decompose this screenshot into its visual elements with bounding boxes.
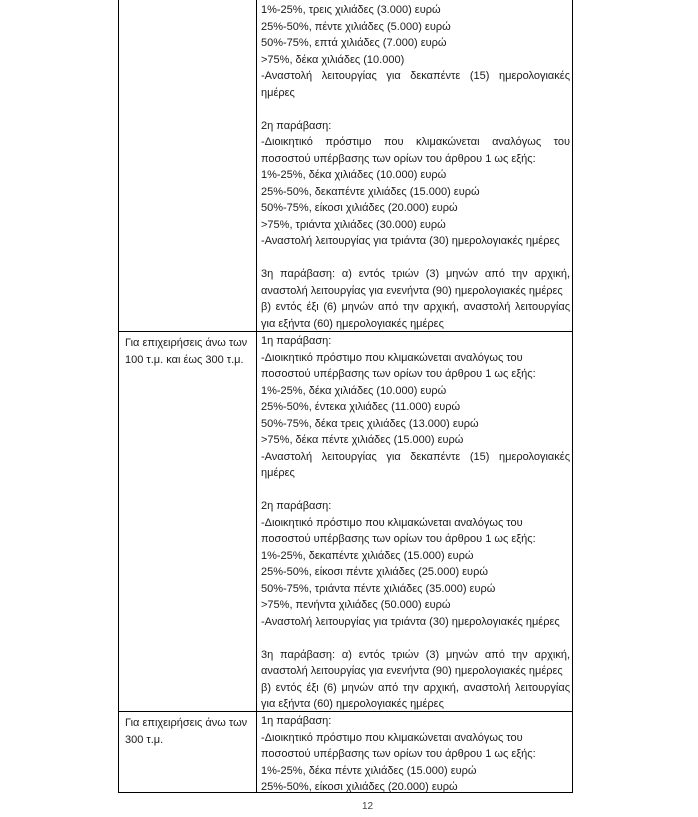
- penalty-text-line: 25%-50%, είκοσι χιλιάδες (20.000) ευρώ: [261, 781, 458, 793]
- penalty-text-line: για εξήντα (60) ημερολογιακές ημέρες: [261, 317, 444, 330]
- penalty-text-line: β) εντός έξι (6) μηνών από την αρχική, αναστολή λειτουργίας: [261, 681, 570, 694]
- penalty-text-line: ποσοστού υπέρβασης των ορίων του άρθρου 1 ως εξής:: [261, 748, 536, 760]
- penalty-cell: [261, 2, 570, 332]
- penalty-text-line: >75%, τριάντα χιλιάδες (30.000) ευρώ: [261, 218, 446, 231]
- penalty-text-line: 2η παράβαση:: [261, 500, 332, 512]
- penalty-text-line: 1%-25%, δέκα χιλιάδες (10.000) ευρώ: [261, 384, 447, 397]
- penalty-text-line: β) εντός έξι (6) μηνών από την αρχική, αναστολή λειτουργίας: [261, 301, 570, 313]
- penalty-text-line: 1%-25%, δεκαπέντε χιλιάδες (15.000) ευρώ: [261, 549, 474, 562]
- penalty-text-line: 50%-75%, είκοσι χιλιάδες (20.000) ευρώ: [261, 202, 458, 214]
- penalty-text-line: ημέρες: [261, 86, 295, 99]
- category-label-line: 300 τ.μ.: [125, 734, 164, 746]
- penalty-cell: [261, 713, 570, 796]
- penalty-text-line: 25%-50%, πέντε χιλιάδες (5.000) ευρώ: [261, 20, 451, 33]
- penalty-text-line: 50%-75%, τριάντα πέντε χιλιάδες (35.000) ευρώ: [261, 582, 496, 595]
- penalty-text-line: 1%-25%, δέκα πέντε χιλιάδες (15.000) ευρώ: [261, 764, 477, 777]
- penalty-text-line: -Αναστολή λειτουργίας για δεκαπέντε (15) ημερολογιακές: [261, 70, 570, 82]
- penalty-text-line: 25%-50%, δεκαπέντε χιλιάδες (15.000) ευρώ: [261, 185, 480, 198]
- blank-line: [261, 101, 570, 118]
- penalty-text-line: ποσοστού υπέρβασης των ορίων του άρθρου 1 ως εξής:: [261, 533, 536, 545]
- column-divider: [256, 0, 257, 792]
- penalty-text-line: -Αναστολή λειτουργίας για δεκαπέντε (15) ημερολογιακές: [261, 450, 570, 463]
- penalty-text-line: ποσοστού υπέρβασης των ορίων του άρθρου 1 ως εξής:: [261, 152, 536, 165]
- business-category-cell: [125, 335, 251, 369]
- penalty-text-line: ημέρες: [261, 467, 295, 479]
- penalty-text-line: 3η παράβαση: α) εντός τριών (3) μηνών από την αρχική,: [261, 268, 570, 280]
- penalty-text-line: 1%-25%, δέκα χιλιάδες (10.000) ευρώ: [261, 169, 447, 181]
- penalty-text-line: -Αναστολή λειτουργίας για τριάντα (30) ημερολογιακές ημέρες: [261, 615, 560, 628]
- blank-line: [261, 482, 570, 499]
- penalty-text-line: αναστολή λειτουργίας για ενενήντα (90) ημερολογιακές ημέρες: [261, 284, 563, 297]
- penalty-text-line: 1η παράβαση:: [261, 715, 332, 727]
- penalty-text-line: αναστολή λειτουργίας για ενενήντα (90) ημερολογιακές ημέρες: [261, 665, 563, 677]
- penalty-text-line: 50%-75%, επτά χιλιάδες (7.000) ευρώ: [261, 37, 447, 49]
- penalty-text-line: -Διοικητικό πρόστιμο που κλιμακώνεται αναλόγως του: [261, 351, 523, 364]
- penalty-text-line: 1η παράβαση:: [261, 335, 332, 347]
- category-label-line: Για επιχειρήσεις άνω των: [125, 337, 248, 349]
- blank-line: [261, 630, 570, 647]
- penalty-text-line: >75%, πενήντα χιλιάδες (50.000) ευρώ: [261, 599, 451, 611]
- penalty-text-line: -Διοικητικό πρόστιμο που κλιμακώνεται αναλόγως του: [261, 731, 523, 744]
- penalty-text-line: -Διοικητικό πρόστιμο που κλιμακώνεται αναλόγως του: [261, 136, 570, 148]
- penalty-table: [118, 0, 573, 793]
- category-label-line: Για επιχειρήσεις άνω των: [125, 717, 248, 729]
- penalty-text-line: >75%, δέκα πέντε χιλιάδες (15.000) ευρώ: [261, 434, 464, 446]
- penalty-text-line: για εξήντα (60) ημερολογιακές ημέρες: [261, 698, 444, 710]
- penalty-text-line: 3η παράβαση: α) εντός τριών (3) μηνών από την αρχική,: [261, 648, 570, 661]
- penalty-text-line: >75%, δέκα χιλιάδες (10.000): [261, 53, 405, 66]
- penalty-text-line: ποσοστού υπέρβασης των ορίων του άρθρου 1 ως εξής:: [261, 368, 536, 380]
- penalty-cell: [261, 333, 570, 713]
- penalty-text-line: 25%-50%, έντεκα χιλιάδες (11.000) ευρώ: [261, 401, 461, 413]
- penalty-text-line: 50%-75%, δέκα τρεις χιλιάδες (13.000) ευρώ: [261, 417, 479, 430]
- penalty-text-line: 25%-50%, είκοσι πέντε χιλιάδες (25.000) ευρώ: [261, 566, 488, 578]
- category-label-line: 100 τ.μ. και έως 300 τ.μ.: [125, 354, 244, 366]
- penalty-text-line: -Διοικητικό πρόστιμο που κλιμακώνεται αναλόγως του: [261, 516, 523, 529]
- blank-line: [261, 250, 570, 267]
- business-category-cell: [125, 715, 251, 749]
- penalty-text-line: -Αναστολή λειτουργίας για τριάντα (30) ημερολογιακές ημέρες: [261, 235, 560, 247]
- penalty-text-line: 2η παράβαση:: [261, 119, 332, 132]
- page-number: 12: [362, 801, 374, 812]
- penalty-text-line: 1%-25%, τρεις χιλιάδες (3.000) ευρώ: [261, 4, 441, 16]
